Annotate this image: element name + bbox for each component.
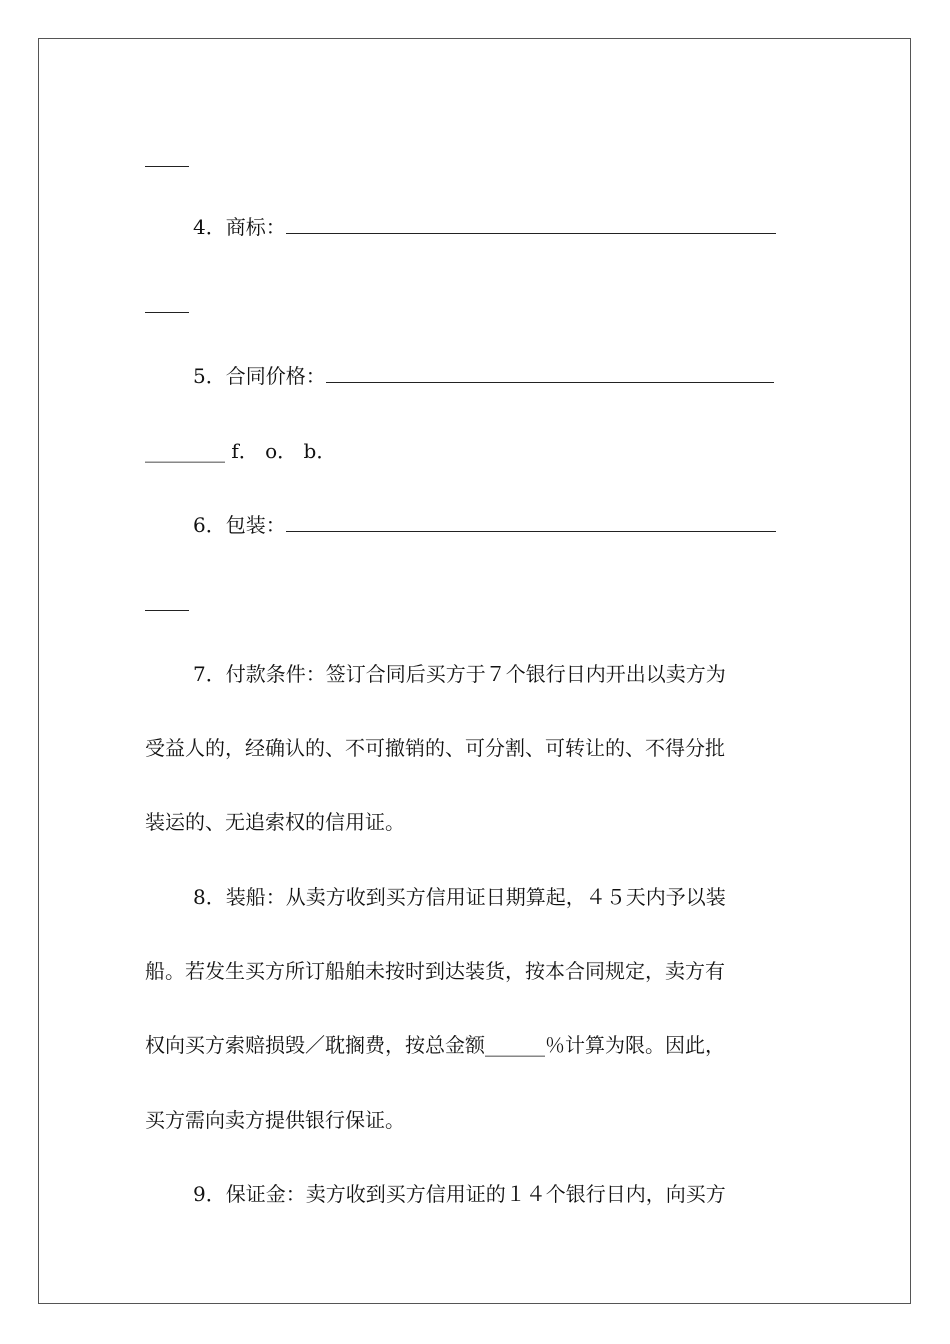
fill-blank (145, 592, 189, 611)
text-line-4 (145, 362, 843, 390)
text-line-3 (145, 292, 795, 320)
text-line-6 (145, 511, 843, 539)
text-line-1 (145, 146, 795, 174)
fill-blank (286, 215, 776, 234)
paragraph-text: 装运的、无追索权的信用证。 (145, 810, 405, 834)
text-line-2 (145, 213, 843, 241)
clause-payment: 7．付款条件：签订合同后买方于７个银行日内开出以卖方为 (193, 662, 726, 686)
clause-trademark: 4．商标： (193, 215, 286, 239)
fob-text: ________ f． o． b． (145, 439, 337, 463)
fill-blank (326, 364, 774, 383)
text-line-13 (145, 1031, 795, 1059)
text-line-8 (145, 660, 843, 688)
paragraph-text: 权向买方索赔损毁／耽搁费，按总金额______％计算为限。因此， (145, 1033, 725, 1057)
paragraph-text: 船。若发生买方所订船舶未按时到达装货，按本合同规定，卖方有 (145, 959, 725, 983)
paragraph-text: 受益人的，经确认的、不可撤销的、可分割、可转让的、不得分批 (145, 736, 725, 760)
clause-price: 5．合同价格： (193, 364, 326, 388)
text-line-11 (145, 883, 843, 911)
fill-blank (145, 294, 189, 313)
text-line-10 (145, 808, 795, 836)
text-line-5 (145, 437, 795, 465)
clause-deposit: 9．保证金：卖方收到买方信用证的１４个银行日内，向买方 (193, 1182, 726, 1206)
text-line-15 (145, 1180, 843, 1208)
text-line-12 (145, 957, 795, 985)
text-line-9 (145, 734, 795, 762)
text-line-7 (145, 590, 795, 618)
text-line-14 (145, 1106, 795, 1134)
fill-blank (145, 148, 189, 167)
clause-shipment: 8．装船：从卖方收到买方信用证日期算起，４５天内予以装 (193, 885, 726, 909)
paragraph-text: 买方需向卖方提供银行保证。 (145, 1108, 405, 1132)
clause-packing: 6．包装： (193, 513, 286, 537)
fill-blank (286, 513, 776, 532)
